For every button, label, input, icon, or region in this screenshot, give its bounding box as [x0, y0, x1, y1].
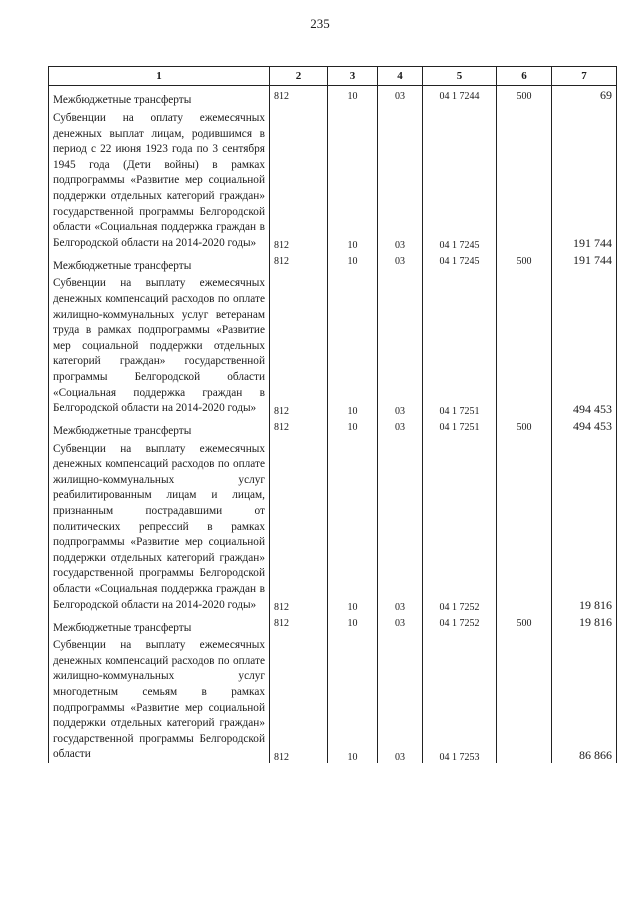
table-row	[49, 251, 617, 276]
table-body	[49, 86, 617, 763]
header-col-3: 3	[328, 67, 378, 86]
row-target-article: 04 1 7251	[423, 417, 497, 442]
row-description: Субвенции на выплату ежемесячных денежных компенсаций расходов по оплате жилищно-коммунальных услуг многодетным семьям в рамках подпрограммы «Развитие мер социальной поддержки отдельных категорий граждан» государственной программы Белгородской области	[49, 638, 270, 763]
row-description: Межбюджетные трансферты	[49, 613, 270, 638]
row-description: Межбюджетные трансферты	[49, 417, 270, 442]
table-row	[49, 111, 617, 251]
row-subsection: 03	[378, 111, 423, 251]
row-amount: 494 453	[552, 276, 617, 416]
row-expense-type: 500	[497, 613, 552, 638]
row-expense-type: 500	[497, 86, 552, 112]
header-col-1: 1	[49, 67, 270, 86]
table-row	[49, 638, 617, 763]
row-expense-type: 500	[497, 417, 552, 442]
row-subsection: 03	[378, 417, 423, 442]
row-subsection: 03	[378, 251, 423, 276]
row-section: 10	[328, 613, 378, 638]
row-expense-type	[497, 638, 552, 763]
row-subsection: 03	[378, 442, 423, 614]
row-target-article: 04 1 7245	[423, 251, 497, 276]
row-description: Межбюджетные трансферты	[49, 251, 270, 276]
row-target-article: 04 1 7252	[423, 613, 497, 638]
row-subsection: 03	[378, 638, 423, 763]
row-grbs: 812	[270, 251, 328, 276]
row-description: Субвенции на выплату ежемесячных денежных компенсаций расходов по оплате жилищно-коммунальных услуг реабилитированным лицам и лицам, признанным пострадавшими от политических репрессий в рамках подпрограммы «Развитие мер социальной поддержки отдельных категорий граждан» государственной программы Белгородской области «Социальная поддержка граждан в Белгородской области на 2014-2020 годы»	[49, 442, 270, 614]
row-amount: 494 453	[552, 417, 617, 442]
page-number: 235	[310, 16, 330, 31]
row-section: 10	[328, 111, 378, 251]
row-section: 10	[328, 442, 378, 614]
row-expense-type	[497, 276, 552, 416]
header-col-5: 5	[423, 67, 497, 86]
row-description: Субвенции на выплату ежемесячных денежных компенсаций расходов по оплате жилищно-коммунальных услуг ветеранам труда в рамках подпрограммы «Развитие мер социальной поддержки отдельных категорий граждан» государственной программы Белгородской области «Социальная поддержка граждан в Белгородской области на 2014-2020 годы»	[49, 276, 270, 416]
table-row	[49, 442, 617, 614]
header-col-6: 6	[497, 67, 552, 86]
row-section: 10	[328, 251, 378, 276]
row-section: 10	[328, 276, 378, 416]
row-grbs: 812	[270, 638, 328, 763]
table-row	[49, 86, 617, 112]
row-subsection: 03	[378, 86, 423, 112]
row-grbs: 812	[270, 442, 328, 614]
row-grbs: 812	[270, 417, 328, 442]
row-amount: 191 744	[552, 251, 617, 276]
row-target-article: 04 1 7252	[423, 442, 497, 614]
row-target-article: 04 1 7244	[423, 86, 497, 112]
row-section: 10	[328, 638, 378, 763]
row-amount: 69	[552, 86, 617, 112]
table-row	[49, 613, 617, 638]
row-grbs: 812	[270, 111, 328, 251]
row-subsection: 03	[378, 276, 423, 416]
header-row	[49, 67, 617, 86]
row-amount: 19 816	[552, 442, 617, 614]
header-col-2: 2	[270, 67, 328, 86]
row-amount: 86 866	[552, 638, 617, 763]
row-expense-type: 500	[497, 251, 552, 276]
budget-table	[48, 66, 617, 763]
row-subsection: 03	[378, 613, 423, 638]
row-grbs: 812	[270, 86, 328, 112]
row-target-article: 04 1 7253	[423, 638, 497, 763]
header-col-7: 7	[552, 67, 617, 86]
row-expense-type	[497, 442, 552, 614]
header-col-4: 4	[378, 67, 423, 86]
row-description: Межбюджетные трансферты	[49, 86, 270, 112]
table-row	[49, 417, 617, 442]
row-grbs: 812	[270, 613, 328, 638]
row-amount: 191 744	[552, 111, 617, 251]
row-grbs: 812	[270, 276, 328, 416]
row-section: 10	[328, 417, 378, 442]
row-target-article: 04 1 7251	[423, 276, 497, 416]
row-amount: 19 816	[552, 613, 617, 638]
row-description: Субвенции на оплату ежемесячных денежных выплат лицам, родившимся в период с 22 июня 1923 года по 3 сентября 1945 года (Дети войны) в рамках подпрограммы «Развитие мер социальной поддержки отдельных категорий граждан» государственной программы Белгородской области «Социальная поддержка граждан в Белгородской области на 2014-2020 годы»	[49, 111, 270, 251]
row-section: 10	[328, 86, 378, 112]
table-row	[49, 276, 617, 416]
row-target-article: 04 1 7245	[423, 111, 497, 251]
row-expense-type	[497, 111, 552, 251]
